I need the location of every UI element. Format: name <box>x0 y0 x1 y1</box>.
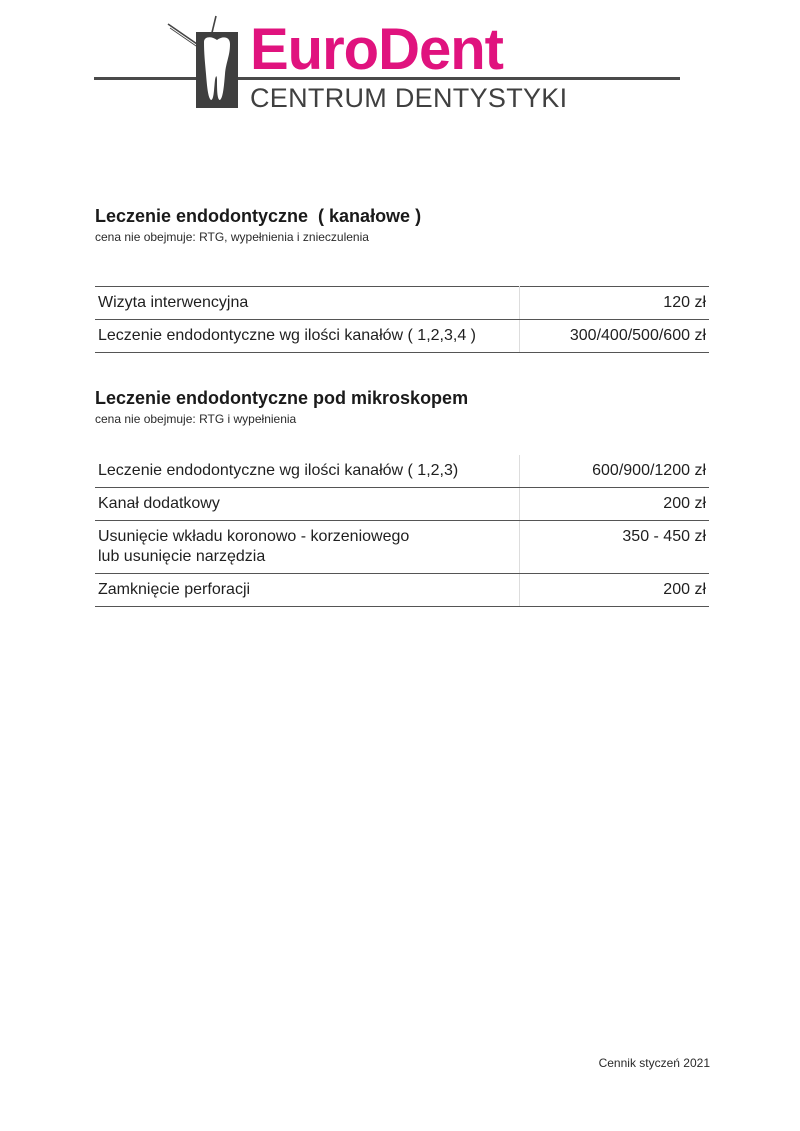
service-name: Kanał dodatkowy <box>95 488 520 521</box>
brand-tagline: CENTRUM DENTYSTYKI <box>250 83 568 113</box>
table-row <box>95 455 709 488</box>
service-name-line-1: Usunięcie wkładu koronowo - korzeniowego <box>98 528 410 545</box>
service-name: Leczenie endodontyczne wg ilości kanałów ( 1,2,3,4 ) <box>95 320 520 353</box>
service-price: 350 - 450 zł <box>520 521 710 574</box>
section-endodontic-microscope <box>95 387 709 427</box>
table-row <box>95 287 709 320</box>
section-note: cena nie obejmuje: RTG i wypełnienia <box>95 412 297 426</box>
tooth-logo-icon <box>166 14 246 112</box>
service-price: 200 zł <box>520 574 710 607</box>
service-price: 200 zł <box>520 488 710 521</box>
page-header <box>0 0 800 120</box>
service-price: 120 zł <box>520 287 710 320</box>
service-name-line-2: lub usunięcie narzędzia <box>98 548 266 565</box>
service-name: Leczenie endodontyczne wg ilości kanałów ( 1,2,3) <box>95 455 520 488</box>
service-price: 600/900/1200 zł <box>520 455 710 488</box>
section-title: Leczenie endodontyczne pod mikroskopem <box>95 388 469 408</box>
service-price: 300/400/500/600 zł <box>520 320 710 353</box>
section-endodontic <box>95 205 709 245</box>
service-name: Wizyta interwencyjna <box>95 287 520 320</box>
table-row <box>95 320 709 353</box>
table-row <box>95 574 709 607</box>
service-name <box>95 521 520 574</box>
section-note: cena nie obejmuje: RTG, wypełnienia i znieczulenia <box>95 230 369 244</box>
table-row <box>95 521 709 574</box>
service-name: Zamknięcie perforacji <box>95 574 520 607</box>
price-table-microscope <box>95 455 709 607</box>
table-row <box>95 488 709 521</box>
price-table-endodontic <box>95 286 709 353</box>
brand-name: EuroDent <box>250 17 503 82</box>
footer-note: Cennik styczeń 2021 <box>598 1056 710 1070</box>
section-title: Leczenie endodontyczne ( kanałowe ) <box>95 206 422 226</box>
